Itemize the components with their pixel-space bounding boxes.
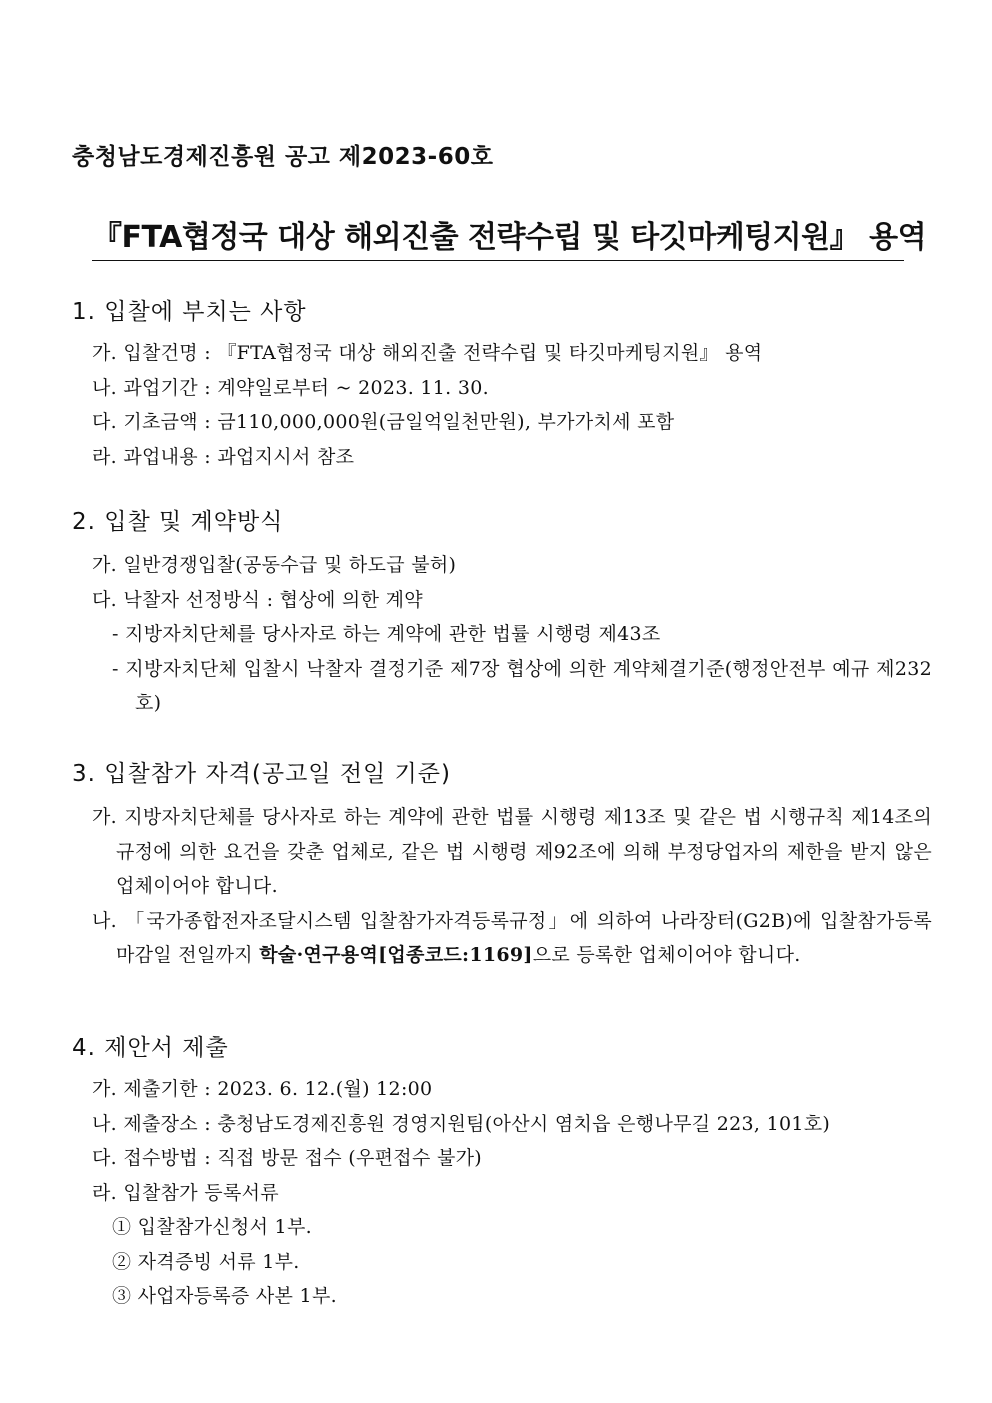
document-title: 『FTA협정국 대상 해외진출 전략수립 및 타깃마케팅지원』 용역 <box>92 212 904 261</box>
document-item: ① 입찰참가신청서 1부. <box>112 1216 312 1238</box>
item-text: 으로 등록한 업체이어야 합니다. <box>532 944 801 966</box>
notice-number: 충청남도경제진흥원 공고 제2023-60호 <box>72 144 494 170</box>
item-text: 나. 「국가종합전자조달시스템 입찰참가자격등록규정」에 의하여 나라장터(G2B)에 입찰참가등록마감일 전일까지 <box>92 909 932 966</box>
list-item <box>72 904 932 973</box>
document-item: ② 자격증빙 서류 1부. <box>112 1250 300 1273</box>
list-item: 다. 기초금액 : 금110,000,000원(금일억일천만원), 부가가치세 포함 <box>92 411 675 433</box>
document-item: ③ 사업자등록증 사본 1부. <box>112 1285 337 1307</box>
section-heading: 3. 입찰참가 자격(공고일 전일 기준) <box>72 761 451 787</box>
section-heading: 1. 입찰에 부치는 사항 <box>72 299 307 325</box>
section-3 <box>72 756 932 973</box>
list-item: 가. 지방자치단체를 당사자로 하는 계약에 관한 법률 시행령 제13조 및 같은 법 시행규칙 제14조의 규정에 의한 요건을 갖춘 업체로, 같은 법 시행령 제92조에 의해 부정당업자의 제한을 받지 않은 업체이어야 합니다. <box>92 806 932 897</box>
section-4 <box>72 1030 932 1314</box>
list-subitem: - 지방자치단체 입찰시 낙찰자 결정기준 제7장 협상에 의한 계약체결기준(행정안전부 예규 제232호) <box>112 657 932 714</box>
list-item: 가. 입찰건명 : 『FTA협정국 대상 해외진출 전략수립 및 타깃마케팅지원』 용역 <box>92 342 763 364</box>
list-item: 라. 입찰참가 등록서류 <box>92 1181 279 1204</box>
section-1 <box>72 294 932 474</box>
list-subitem: - 지방자치단체를 당사자로 하는 계약에 관한 법률 시행령 제43조 <box>112 623 661 645</box>
list-item: 다. 낙찰자 선정방식 : 협상에 의한 계약 <box>92 588 423 611</box>
section-2 <box>72 504 932 721</box>
business-code-text: 학술·연구용역[업종코드:1169] <box>259 944 533 966</box>
list-item: 가. 일반경쟁입찰(공동수급 및 하도급 불허) <box>92 554 457 576</box>
section-heading: 2. 입찰 및 계약방식 <box>72 509 284 535</box>
list-item: 나. 제출장소 : 충청남도경제진흥원 경영지원팀(아산시 염치읍 은행나무길 223, 101호) <box>92 1112 831 1135</box>
section-heading: 4. 제안서 제출 <box>72 1035 229 1061</box>
list-item: 다. 접수방법 : 직접 방문 접수 (우편접수 불가) <box>92 1147 482 1169</box>
list-item: 나. 과업기간 : 계약일로부터 ~ 2023. 11. 30. <box>92 376 489 399</box>
list-item: 가. 제출기한 : 2023. 6. 12.(월) 12:00 <box>92 1078 433 1100</box>
list-item: 라. 과업내용 : 과업지시서 참조 <box>92 445 355 468</box>
